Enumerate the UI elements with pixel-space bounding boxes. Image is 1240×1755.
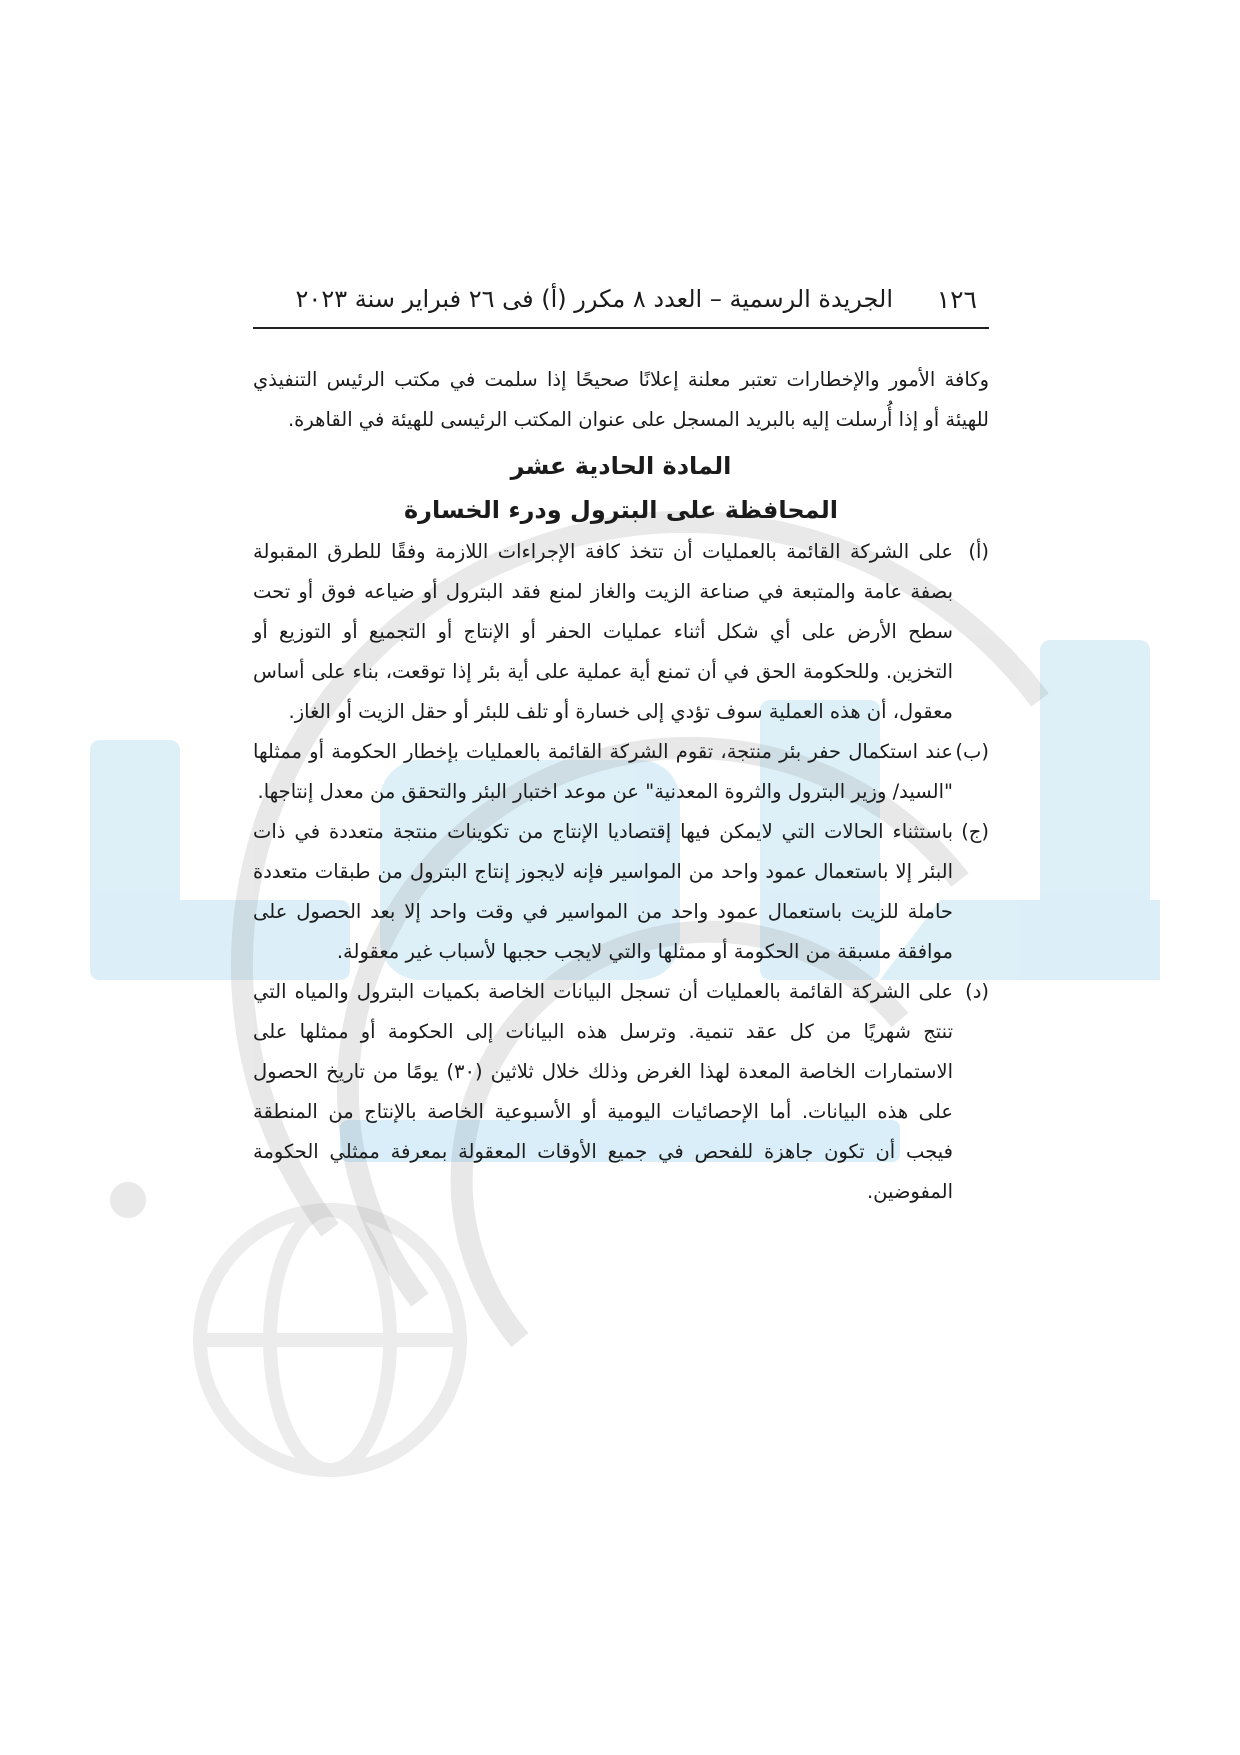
clause-a [253, 532, 989, 732]
article-number-title: المادة الحادية عشر [510, 452, 732, 480]
clause-d [253, 972, 989, 1212]
clause-c [253, 812, 989, 972]
watermark-globe [200, 1210, 460, 1470]
clause-text: عند استكمال حفر بئر منتجة، تقوم الشركة القائمة بالعمليات بإخطار الحكومة أو ممثلها "السيد/ وزير البترول والثروة المعدنية" عن موعد اختبار البئر والتحقق من معدل إنتاجها. [253, 740, 953, 803]
page-header [253, 283, 989, 329]
clause-marker: (أ) [968, 540, 989, 563]
page-number: ١٢٦ [936, 285, 977, 314]
article-subject-title: المحافظة على البترول ودرء الخسارة [404, 496, 838, 524]
clause-text: على الشركة القائمة بالعمليات أن تتخذ كافة الإجراءات اللازمة وفقًا للطرق المقبولة بصفة عامة والمتبعة في صناعة الزيت والغاز لمنع فقد البترول أو ضياعه فوق أو تحت سطح الأرض على أي شكل أثناء عمليات الحفر أو الإنتاج أو التجميع أو التوزيع أو التخزين. وللحكومة الحق في أن تمنع أية عملية على أية بئر إذا توقعت، بناء على أساس معقول، أن هذه العملية سوف تؤدي إلى خسارة أو تلف للبئر أو حقل الزيت أو الغاز. [253, 540, 953, 723]
clause-b [253, 732, 989, 812]
gazette-header-title: الجريدة الرسمية – العدد ٨ مكرر (أ) فى ٢٦ فبراير سنة ٢٠٢٣ [295, 285, 893, 313]
clause-marker: (د) [965, 980, 989, 1003]
clause-text: على الشركة القائمة بالعمليات أن تسجل البيانات الخاصة بكميات البترول والمياه التي تنتج شهريًا من كل عقد تنمية. وترسل هذه البيانات إلى الحكومة أو ممثلها على الاستمارات الخاصة المعدة لهذا الغرض وذلك خلال ثلاثين (٣٠) يومًا من تاريخ الحصول على هذه البيانات. أما الإحصائيات اليومية أو الأسبوعية الخاصة بالإنتاج من المنطقة فيجب أن تكون جاهزة للفحص في جميع الأوقات المعقولة بمعرفة ممثلي الحكومة المفوضين. [253, 980, 953, 1203]
intro-paragraph: وكافة الأمور والإخطارات تعتبر معلنة إعلانًا صحيحًا إذا سلمت في مكتب الرئيس التنفيذي للهيئة أو إذا أُرسلت إليه بالبريد المسجل على عنوان المكتب الرئيسى للهيئة في القاهرة. [253, 368, 989, 431]
clause-marker: (ج) [961, 820, 989, 843]
clause-marker: (ب) [955, 740, 989, 763]
clause-text: باستثناء الحالات التي لايمكن فيها إقتصاديا الإنتاج من تكوينات منتجة متعددة في ذات البئر إلا باستعمال عمود واحد من المواسير فإنه لايجوز إنتاج البترول من طبقات متعددة حاملة للزيت باستعمال عمود واحد من المواسير في وقت واحد إلا بعد الحصول على موافقة مسبقة من الحكومة أو ممثلها والتي لايجب حجبها لأسباب غير معقولة. [253, 820, 953, 963]
watermark-dot [110, 1182, 146, 1218]
page-content [253, 360, 989, 1212]
